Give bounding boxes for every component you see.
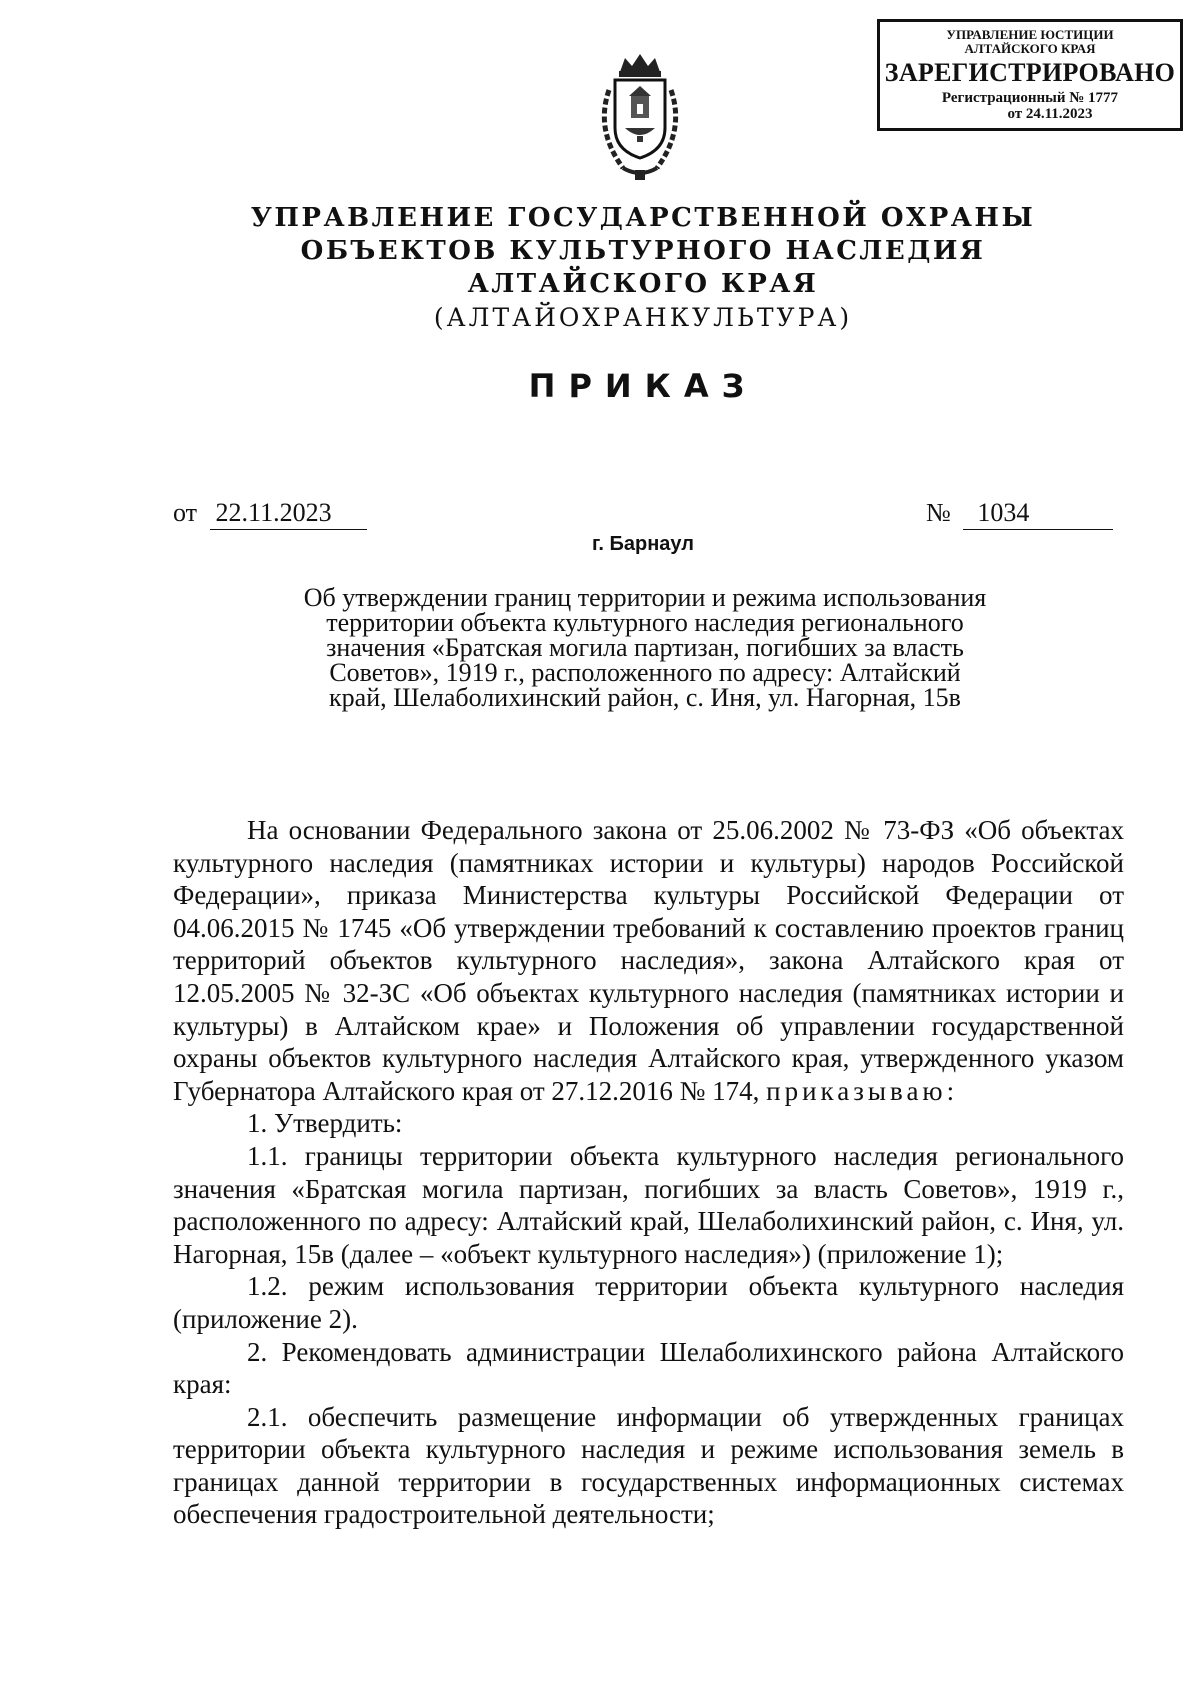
document-number <box>926 497 1113 530</box>
document-body <box>173 814 1124 1531</box>
document-type: ПРИКАЗ <box>528 367 758 405</box>
organization-title-line1: УПРАВЛЕНИЕ ГОСУДАРСТВЕННОЙ ОХРАНЫ <box>250 203 1036 233</box>
stamp-reg-number: Регистрационный № 1777 <box>941 90 1119 106</box>
item-1: 1. Утвердить: <box>247 1108 403 1139</box>
subject-line: территории объекта культурного наследия регионального <box>326 608 964 637</box>
item-1-2: 1.2. режим использования территории объекта культурного наследия (приложение 2). <box>173 1271 1124 1334</box>
item-2-1: 2.1. обеспечить размещение информации об утвержденных границах территории объекта культурного наследия и режиме использования земель в границах данной территории в государственных информационных системах обеспечения градостроительной деятельности; <box>173 1401 1124 1530</box>
organization-title <box>0 202 1200 301</box>
number-prefix: № <box>926 498 951 527</box>
number-value: 1034 <box>963 497 1113 530</box>
document-subject <box>220 585 1070 710</box>
subject-line: Советов», 1919 г., расположенного по адресу: Алтайский <box>329 658 961 687</box>
item-1-1: 1.1. границы территории объекта культурного наследия регионального значения «Братская могила партизан, погибших за власть Советов», 1919 г., расположенного по адресу: Алтайский край, Шелаболихинский район, с. Иня, ул. Нагорная, 15в (далее – «объект культурного наследия») (приложение 1); <box>173 1140 1124 1269</box>
registration-stamp <box>877 19 1183 131</box>
document-date <box>173 497 367 530</box>
preamble-text: На основании Федерального закона от 25.06.2002 № 73-ФЗ «Об объектах культурного наследия (памятниках истории и культуры) народов Российской Федерации», приказа Министерства культуры Российской Федерации от 04.06.2015 № 1745 «Об утверждении требований к составлению проектов границ территорий объектов культурного наследия», закона Алтайского края от 12.05.2005 № 32-ЗС «Об объектах культурного наследия (памятниках истории и культуры) в Алтайском крае» и Положения об управлении государственной охраны объектов культурного наследия Алтайского края, утвержденного указом Губернатора Алтайского края от 27.12.2016 № 174, <box>173 815 1124 1106</box>
stamp-title: ЗАРЕГИСТРИРОВАНО <box>884 58 1176 87</box>
coat-of-arms-icon <box>585 50 695 190</box>
date-value: 22.11.2023 <box>210 497 367 530</box>
subject-line: край, Шелаболихинский район, с. Иня, ул. Нагорная, 15в <box>329 683 961 712</box>
city: г. Барнаул <box>592 533 694 555</box>
organization-title-line3: АЛТАЙСКОГО КРАЯ <box>467 269 819 299</box>
item-2: 2. Рекомендовать администрации Шелаболихинского района Алтайского края: <box>173 1336 1124 1400</box>
stamp-org-line1: УПРАВЛЕНИЕ ЮСТИЦИИ <box>946 27 1114 42</box>
organization-abbreviation: (АЛТАЙОХРАНКУЛЬТУРА) <box>433 303 853 332</box>
subject-line: значения «Братская могила партизан, погибших за власть <box>326 633 964 662</box>
organization-title-line2: ОБЪЕКТОВ КУЛЬТУРНОГО НАСЛЕДИЯ <box>300 236 986 266</box>
stamp-org-line2: АЛТАЙСКОГО КРАЯ <box>964 41 1096 56</box>
preamble-paragraph <box>173 814 1124 1107</box>
date-prefix: от <box>173 498 198 527</box>
stamp-reg-date: от 24.11.2023 <box>1007 106 1093 122</box>
order-word: приказываю: <box>766 1075 959 1106</box>
subject-line: Об утверждении границ территории и режима использования <box>303 583 987 612</box>
